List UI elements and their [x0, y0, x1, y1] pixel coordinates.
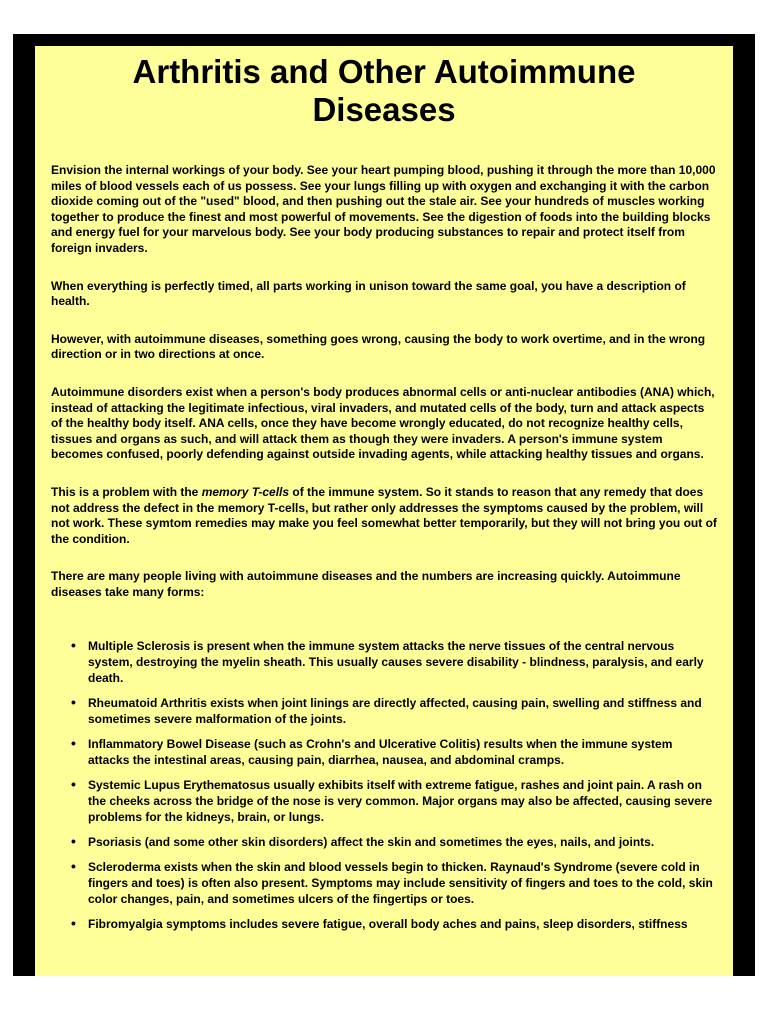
page-title: [35, 53, 733, 129]
bullet-icon: •: [71, 776, 76, 793]
bullet-icon: •: [71, 915, 76, 932]
page-title-line-1: Arthritis and Other Autoimmune: [132, 53, 636, 90]
list-item: [71, 637, 717, 686]
paragraph-however: However, with autoimmune diseases, something goes wrong, causing the body to work overtime, and in the wrong direction or in two directions at once.: [51, 331, 706, 362]
bullet-icon: •: [71, 833, 76, 850]
list-item-text: Inflammatory Bowel Disease (such as Crohn's and Ulcerative Colitis) results when the immune system attacks the intestinal areas, causing pain, diarrhea, nausea, and abdominal cramps.: [88, 737, 673, 768]
disease-list: [51, 638, 717, 932]
bullet-icon: •: [71, 735, 76, 752]
paragraph-memory-t-cells: [51, 485, 717, 547]
document-frame: [13, 34, 755, 976]
bullet-icon: •: [71, 637, 76, 654]
paragraph-intro: Envision the internal workings of your body. See your heart pumping blood, pushing it through the more than 10,000 miles of blood vessels each of us possess. See your lungs filling up with oxygen and exchanging it with the carbon dioxide coming out of the "used" blood, and then pushing out the stale air. See your hundreds of muscles working together to produce the finest and most powerful of movements. See the digestion of foods into the building blocks and energy fuel for your marvelous body. See your body producing substances to repair and protect itself from foreign invaders.: [51, 163, 716, 255]
bullet-icon: •: [71, 694, 76, 711]
list-item: [71, 694, 717, 727]
list-item-text: Multiple Sclerosis is present when the immune system attacks the nerve tissues of the central nervous system, destroying the myelin sheath. This usually causes severe disability - blindness, paralysis, and early death.: [88, 639, 704, 686]
paragraph-memory-t-cells-start: This is a problem with the: [51, 484, 202, 499]
article-body: [51, 163, 717, 941]
paragraph-health: When everything is perfectly timed, all parts working in unison toward the same goal, you have a description of health.: [51, 278, 686, 309]
list-item-text: Scleroderma exists when the skin and blood vessels begin to thicken. Raynaud's Syndrome (severe cold in fingers and toes) is often also present. Symptoms may include sensitivity of fingers and toes to the cold, skin color changes, pain, and sometimes ulcers of the fingertips or toes.: [88, 860, 713, 907]
paragraph-memory-t-cells-end: of the immune system. So it stands to reason that any remedy that does not address the defect in the memory T-cells, but rather only addresses the symptoms caused by the problem, will not work. These symtom remedies may make you feel somewhat better temporarily, but they will not bring you out of the condition.: [51, 484, 717, 546]
paragraph-autoimmune-disorders: Autoimmune disorders exist when a person's body produces abnormal cells or anti-nuclear antibodies (ANA) which, instead of attacking the legitimate infectious, viral invaders, and mutated cells of the body, turn and attack aspects of the healthy body itself. ANA cells, once they have become wrongly educated, do not recognize healthy cells, tissues and organs as such, and will attack them as though they were invaders. A person's immune system becomes confused, poorly defending against outside invading agents, while attacking healthy tissues and organs.: [51, 384, 715, 462]
list-item-text: Fibromyalgia symptoms includes severe fatigue, overall body aches and pains, sleep disorders, stiffness: [88, 917, 688, 932]
list-item: [71, 858, 717, 907]
bullet-icon: •: [71, 858, 76, 875]
document-page: [35, 46, 733, 976]
list-item: [71, 735, 717, 768]
page-title-line-2: Diseases: [312, 91, 456, 128]
list-item: [71, 833, 717, 850]
list-item-text: Rheumatoid Arthritis exists when joint linings are directly affected, causing pain, swelling and stiffness and sometimes severe malformation of the joints.: [88, 696, 702, 727]
list-item-text: Psoriasis (and some other skin disorders) affect the skin and sometimes the eyes, nails, and joints.: [88, 835, 655, 850]
memory-t-cells-emphasis: memory T-cells: [201, 484, 290, 499]
list-item: [71, 776, 717, 825]
list-item-text: Systemic Lupus Erythematosus usually exhibits itself with extreme fatigue, rashes and joint pain. A rash on the cheeks across the bridge of the nose is very common. Major organs may also be affected, causing severe problems for the kidneys, brain, or lungs.: [88, 778, 713, 825]
paragraph-many-forms: There are many people living with autoimmune diseases and the numbers are increasing quickly. Autoimmune diseases take many forms:: [51, 569, 681, 599]
list-item: [71, 915, 717, 932]
